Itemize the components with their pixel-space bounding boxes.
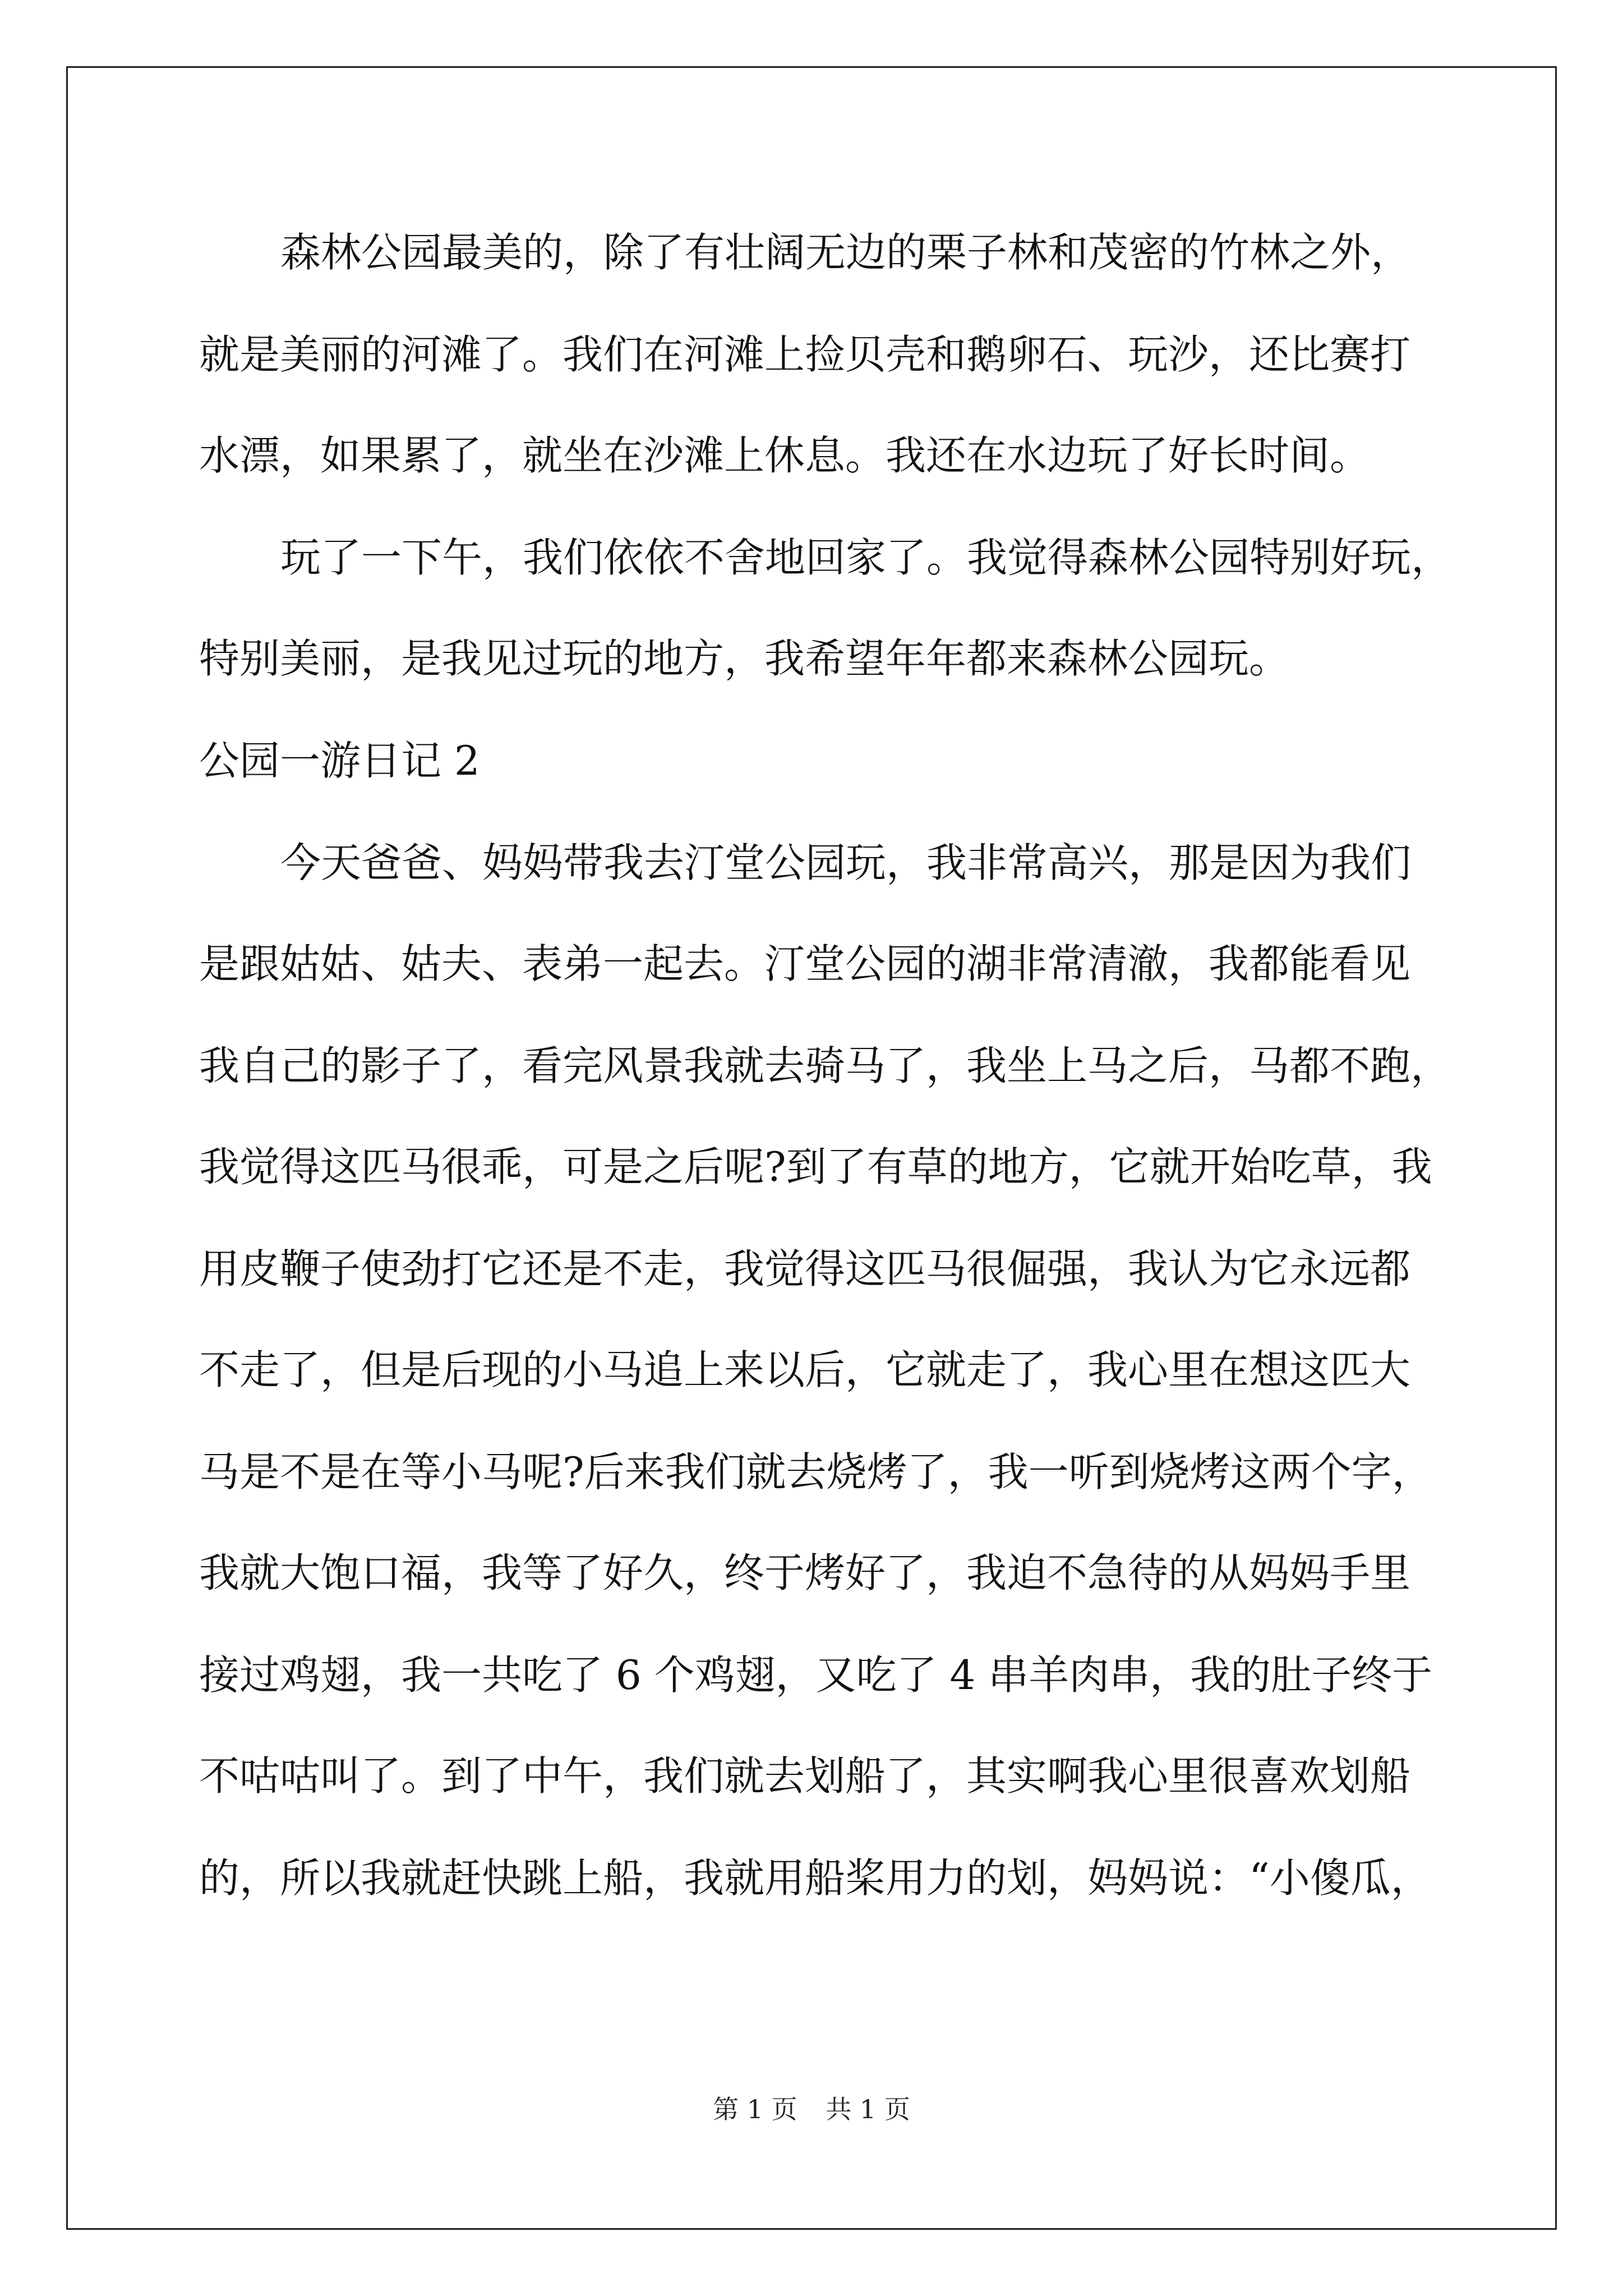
paragraph-line: 我觉得这匹马很乖，可是之后呢?到了有草的地方，它就开始吃草，我 <box>199 1143 1432 1190</box>
paragraph-line: 就是美丽的河滩了。我们在河滩上捡贝壳和鹅卵石、玩沙，还比赛打 <box>199 331 1411 378</box>
paragraph-line: 马是不是在等小马呢?后来我们就去烧烤了，我一听到烧烤这两个字， <box>199 1448 1432 1496</box>
page-number-total: 共 1 页 <box>826 2094 910 2124</box>
paragraph-line: 特别美丽，是我见过玩的地方，我希望年年都来森林公园玩。 <box>199 635 1290 682</box>
page-number-current: 第 1 页 <box>713 2094 797 2124</box>
paragraph-line: 森林公园最美的，除了有壮阔无边的栗子林和茂密的竹林之外， <box>280 229 1412 276</box>
paragraph-line: 是跟姑姑、姑夫、表弟一起去。汀堂公园的湖非常清澈，我都能看见 <box>199 940 1411 987</box>
paragraph-line: 我自己的影子了，看完风景我就去骑马了，我坐上马之后，马都不跑， <box>199 1042 1451 1089</box>
page-footer <box>0 2092 1623 2126</box>
paragraph-line: 不走了，但是后现的小马追上来以后，它就走了，我心里在想这匹大 <box>199 1346 1411 1393</box>
paragraph-line: 接过鸡翅，我一共吃了 6 个鸡翅，又吃了 4 串羊肉串，我的肚子终于 <box>199 1651 1433 1699</box>
paragraph-line: 用皮鞭子使劲打它还是不走，我觉得这匹马很倔强，我认为它永远都 <box>199 1245 1411 1292</box>
section-heading: 公园一游日记 2 <box>199 737 480 784</box>
paragraph-line: 今天爸爸、妈妈带我去汀堂公园玩，我非常高兴，那是因为我们 <box>280 839 1412 886</box>
paragraph-line: 玩了一下午，我们依依不舍地回家了。我觉得森林公园特别好玩， <box>280 534 1452 581</box>
paragraph-line: 水漂，如果累了，就坐在沙滩上休息。我还在水边玩了好长时间。 <box>199 432 1371 479</box>
paragraph-line: 不咕咕叫了。到了中午，我们就去划船了，其实啊我心里很喜欢划船 <box>199 1752 1411 1800</box>
paragraph-line: 我就大饱口福，我等了好久，终于烤好了，我迫不急待的从妈妈手里 <box>199 1549 1411 1596</box>
paragraph-line: 的，所以我就赶快跳上船，我就用船桨用力的划，妈妈说：“小傻瓜， <box>199 1855 1431 1902</box>
